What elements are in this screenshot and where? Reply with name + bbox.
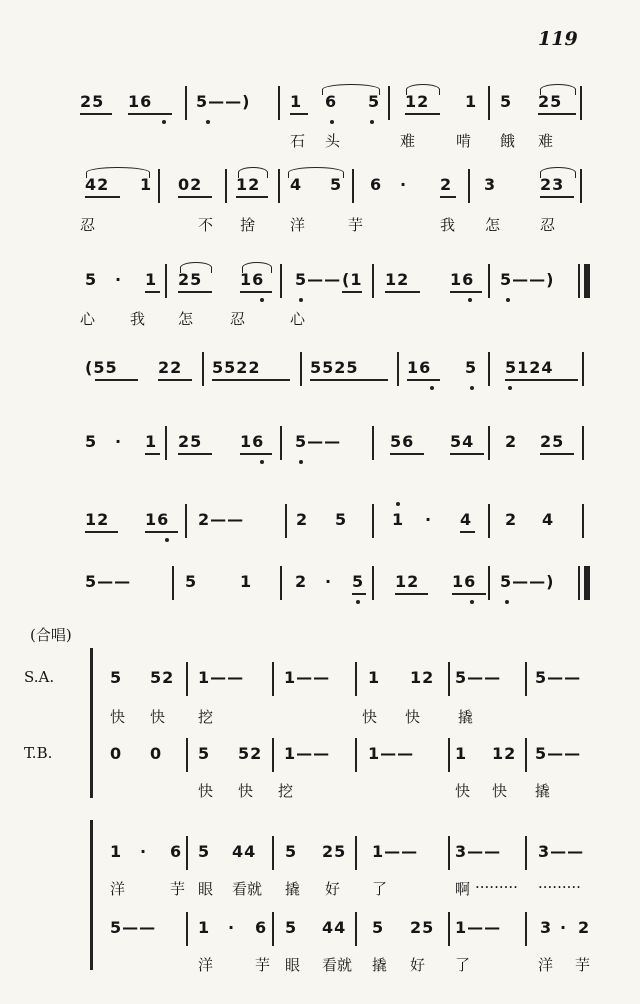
lyric: 撬	[458, 708, 474, 726]
note: 2	[505, 432, 518, 451]
beam-underline	[145, 291, 160, 293]
score-line	[0, 92, 640, 122]
note: 5	[368, 92, 381, 111]
score-line	[0, 510, 640, 540]
octave-dot	[162, 120, 166, 124]
barline	[202, 352, 204, 386]
beam-underline	[310, 379, 388, 381]
note: 1	[290, 92, 303, 111]
note: 5——	[110, 918, 157, 937]
note: 1	[455, 744, 468, 763]
sa-lyrics	[0, 706, 640, 736]
lyric: 洋	[290, 216, 306, 234]
barline	[525, 738, 527, 772]
tb-lyrics	[0, 780, 640, 810]
barline	[388, 86, 390, 120]
note: 1	[240, 572, 253, 591]
lyric: 不	[198, 216, 214, 234]
beam-underline	[178, 196, 212, 198]
note: 16	[145, 510, 170, 529]
note: 22	[158, 358, 183, 377]
lyric: 忍	[80, 216, 96, 234]
note: 12	[85, 510, 110, 529]
note: 25	[410, 918, 435, 937]
note: 5——	[455, 668, 502, 687]
barline	[580, 86, 582, 120]
octave-dot	[260, 460, 264, 464]
barline	[578, 566, 580, 600]
lyric: 快	[405, 708, 421, 726]
note: 6	[170, 842, 183, 861]
note: 3	[540, 918, 553, 937]
final-barline	[584, 264, 590, 298]
note: 1——	[455, 918, 502, 937]
beam-underline	[178, 453, 212, 455]
barline	[355, 912, 357, 946]
lyric: 芋	[348, 216, 364, 234]
barline	[582, 504, 584, 538]
note: 2	[295, 572, 308, 591]
beam-underline	[538, 113, 576, 115]
lyric-line	[0, 214, 640, 244]
lyric: 啃	[456, 132, 472, 150]
note: 23	[540, 175, 565, 194]
score-line	[0, 432, 640, 462]
octave-dot	[468, 298, 472, 302]
note: 25	[178, 270, 203, 289]
final-barline	[584, 566, 590, 600]
beam-underline	[145, 531, 178, 533]
barline	[272, 662, 274, 696]
slur-arc	[540, 84, 576, 95]
note: (55	[85, 358, 118, 377]
note: 2	[296, 510, 309, 529]
slur-arc	[238, 167, 268, 178]
chorus-title: (合唱)	[30, 626, 72, 644]
note: 5——)	[196, 92, 251, 111]
note: 3——	[538, 842, 585, 861]
note: 5	[198, 842, 211, 861]
note: 44	[232, 842, 257, 861]
lyric: 眼	[285, 956, 301, 974]
note: ·	[325, 572, 333, 591]
barline	[355, 836, 357, 870]
note: 1——	[198, 668, 245, 687]
barline	[488, 352, 490, 386]
lyric: 好	[325, 880, 341, 898]
note: 5	[500, 92, 513, 111]
barline	[580, 169, 582, 203]
octave-dot	[206, 120, 210, 124]
lyric: 芋	[575, 956, 591, 974]
barline	[372, 264, 374, 298]
octave-dot	[299, 460, 303, 464]
barline	[488, 566, 490, 600]
octave-dot	[470, 600, 474, 604]
beam-underline	[540, 196, 574, 198]
note: 25	[80, 92, 105, 111]
note: 16	[450, 270, 475, 289]
note: 1	[145, 270, 158, 289]
score-line	[0, 270, 640, 300]
barline	[272, 738, 274, 772]
note: 5	[85, 432, 98, 451]
slur-arc	[180, 262, 212, 273]
beam-underline	[145, 453, 160, 455]
octave-dot	[505, 600, 509, 604]
note: 5	[285, 842, 298, 861]
lyric: 看就	[322, 956, 353, 974]
note: ·	[400, 175, 408, 194]
barline	[488, 264, 490, 298]
octave-dot	[260, 298, 264, 302]
octave-dot	[165, 538, 169, 542]
lyric: 快	[362, 708, 378, 726]
lyric: 心	[80, 310, 96, 328]
lyric: 了	[372, 880, 388, 898]
lyric: 洋	[538, 956, 554, 974]
note: 3	[484, 175, 497, 194]
note: 1——	[284, 668, 331, 687]
lyric: 石	[290, 132, 306, 150]
beam-underline	[158, 379, 192, 381]
beam-underline	[240, 291, 272, 293]
barline	[185, 86, 187, 120]
note: 16	[128, 92, 153, 111]
note: 02	[178, 175, 203, 194]
note: 1	[465, 92, 478, 111]
note: 52	[150, 668, 175, 687]
barline	[448, 662, 450, 696]
note: ·	[140, 842, 148, 861]
tb-lyrics-2	[0, 954, 640, 984]
note: 2	[578, 918, 591, 937]
score-line	[0, 572, 640, 602]
note: 12	[385, 270, 410, 289]
lyric: 快	[455, 782, 471, 800]
lyric: 芋	[255, 956, 271, 974]
barline	[272, 836, 274, 870]
note: 6	[325, 92, 338, 111]
octave-dot	[506, 298, 510, 302]
note: 4	[290, 175, 303, 194]
barline	[165, 426, 167, 460]
barline	[525, 662, 527, 696]
note: 16	[240, 270, 265, 289]
note: 0	[150, 744, 163, 763]
note: 44	[322, 918, 347, 937]
barline	[185, 504, 187, 538]
slur-arc	[86, 167, 150, 178]
part-label-sa: S.A.	[24, 668, 55, 686]
barline	[352, 169, 354, 203]
note: 25	[322, 842, 347, 861]
barline	[525, 836, 527, 870]
slur-arc	[322, 84, 380, 95]
barline	[158, 169, 160, 203]
note: ·	[115, 270, 123, 289]
page-number: 119	[538, 28, 578, 50]
beam-underline	[390, 453, 424, 455]
barline	[280, 566, 282, 600]
note: 2——	[198, 510, 245, 529]
octave-dot	[396, 502, 400, 506]
barline	[488, 86, 490, 120]
note: 5——	[535, 668, 582, 687]
lyric: 了	[455, 956, 471, 974]
barline	[355, 662, 357, 696]
octave-dot	[508, 386, 512, 390]
octave-dot	[330, 120, 334, 124]
sa-lyrics-2	[0, 878, 640, 908]
note: 16	[452, 572, 477, 591]
lyric: 忍	[540, 216, 556, 234]
note: 12	[492, 744, 517, 763]
note: 1	[368, 668, 381, 687]
lyric: 快	[198, 782, 214, 800]
barline	[488, 504, 490, 538]
note: 1	[145, 432, 158, 451]
tb-staff	[0, 744, 640, 774]
note: 5——	[535, 744, 582, 763]
barline	[372, 426, 374, 460]
barline	[582, 352, 584, 386]
lyric: 怎	[178, 310, 194, 328]
beam-underline	[405, 113, 440, 115]
barline	[300, 352, 302, 386]
note: 16	[407, 358, 432, 377]
note: 3——	[455, 842, 502, 861]
beam-underline	[128, 113, 172, 115]
lyric: 看就	[232, 880, 263, 898]
lyric: 挖	[278, 782, 294, 800]
slur-arc	[406, 84, 440, 95]
note: ·	[560, 918, 568, 937]
lyric: 撬	[535, 782, 551, 800]
tb-staff-2	[0, 918, 640, 948]
barline	[172, 566, 174, 600]
note: 1——	[368, 744, 415, 763]
note: 6	[370, 175, 383, 194]
barline	[186, 738, 188, 772]
barline	[278, 86, 280, 120]
note: 5	[352, 572, 365, 591]
barline	[165, 264, 167, 298]
beam-underline	[212, 379, 290, 381]
note: 5525	[310, 358, 359, 377]
note: 25	[538, 92, 563, 111]
lyric-line	[0, 308, 640, 338]
slur-arc	[540, 167, 576, 178]
barline	[186, 662, 188, 696]
beam-underline	[85, 531, 118, 533]
lyric: 我	[440, 216, 456, 234]
barline	[280, 426, 282, 460]
lyric: 怎	[485, 216, 501, 234]
sa-staff	[0, 668, 640, 698]
barline	[278, 169, 280, 203]
note: 5——)	[500, 270, 555, 289]
barline	[186, 912, 188, 946]
note: 5	[110, 668, 123, 687]
lyric: 难	[400, 132, 416, 150]
barline	[186, 836, 188, 870]
beam-underline	[85, 196, 120, 198]
barline	[448, 836, 450, 870]
lyric: 心	[290, 310, 306, 328]
note: 5124	[505, 358, 554, 377]
note: 1	[140, 175, 153, 194]
beam-underline	[450, 453, 484, 455]
slur-arc	[242, 262, 272, 273]
beam-underline	[95, 379, 138, 381]
lyric: 餓	[500, 132, 516, 150]
sa-staff-2	[0, 842, 640, 872]
note: 12	[405, 92, 430, 111]
lyric: 挖	[198, 708, 214, 726]
beam-underline	[240, 453, 272, 455]
slur-arc	[288, 167, 344, 178]
note: 1	[198, 918, 211, 937]
note: 25	[178, 432, 203, 451]
note: 5	[185, 572, 198, 591]
note: ·	[115, 432, 123, 451]
note: 52	[238, 744, 263, 763]
score-line	[0, 175, 640, 205]
note: 12	[395, 572, 420, 591]
barline	[355, 738, 357, 772]
barline	[225, 169, 227, 203]
barline	[272, 912, 274, 946]
barline	[578, 264, 580, 298]
beam-underline	[452, 593, 486, 595]
note: 2	[440, 175, 453, 194]
beam-underline	[290, 113, 308, 115]
beam-underline	[385, 291, 420, 293]
note: ·	[425, 510, 433, 529]
note: 1	[110, 842, 123, 861]
beam-underline	[236, 196, 268, 198]
note: 6	[255, 918, 268, 937]
barline	[468, 169, 470, 203]
note: 56	[390, 432, 415, 451]
note: 5	[335, 510, 348, 529]
lyric: ·········	[475, 878, 518, 896]
note: 5	[285, 918, 298, 937]
note: 4	[460, 510, 473, 529]
barline	[488, 426, 490, 460]
lyric: 眼	[198, 880, 214, 898]
lyric: 难	[538, 132, 554, 150]
note: (1	[342, 270, 363, 289]
lyric: 忍	[230, 310, 246, 328]
lyric: 头	[325, 132, 341, 150]
beam-underline	[540, 453, 574, 455]
note: 1——	[284, 744, 331, 763]
lyric: 快	[238, 782, 254, 800]
note: 25	[540, 432, 565, 451]
barline	[280, 264, 282, 298]
barline	[525, 912, 527, 946]
beam-underline	[440, 196, 456, 198]
octave-dot	[370, 120, 374, 124]
note: 12	[236, 175, 261, 194]
beam-underline	[178, 291, 212, 293]
beam-underline	[395, 593, 428, 595]
note: 5——	[295, 270, 342, 289]
octave-dot	[356, 600, 360, 604]
beam-underline	[407, 379, 440, 381]
octave-dot	[299, 298, 303, 302]
note: 42	[85, 175, 110, 194]
beam-underline	[342, 291, 362, 293]
note: 54	[450, 432, 475, 451]
note: 5——)	[500, 572, 555, 591]
lyric: 快	[492, 782, 508, 800]
barline	[285, 504, 287, 538]
note: ·	[228, 918, 236, 937]
lyric: 捨	[240, 216, 256, 234]
lyric: 洋	[110, 880, 126, 898]
barline	[372, 566, 374, 600]
beam-underline	[80, 113, 112, 115]
note: 1	[392, 510, 405, 529]
note: 5	[372, 918, 385, 937]
lyric: 撬	[285, 880, 301, 898]
note: 5	[465, 358, 478, 377]
lyric: 快	[110, 708, 126, 726]
lyric: 洋	[198, 956, 214, 974]
beam-underline	[505, 379, 578, 381]
barline	[397, 352, 399, 386]
octave-dot	[470, 386, 474, 390]
beam-underline	[460, 531, 475, 533]
lyric: 芋	[170, 880, 186, 898]
note: 5——	[85, 572, 132, 591]
note: 5522	[212, 358, 261, 377]
barline	[372, 504, 374, 538]
barline	[582, 426, 584, 460]
note: 1——	[372, 842, 419, 861]
octave-dot	[430, 386, 434, 390]
note: 5	[85, 270, 98, 289]
note: 5	[198, 744, 211, 763]
note: 2	[505, 510, 518, 529]
note: 5	[330, 175, 343, 194]
note: 16	[240, 432, 265, 451]
score-line	[0, 358, 640, 388]
barline	[448, 912, 450, 946]
lyric: 撬	[372, 956, 388, 974]
beam-underline	[450, 291, 482, 293]
note: 12	[410, 668, 435, 687]
lyric: 好	[410, 956, 426, 974]
beam-underline	[352, 593, 366, 595]
lyric: 快	[150, 708, 166, 726]
part-label-tb: T.B.	[24, 744, 53, 762]
note: 4	[542, 510, 555, 529]
lyric-line	[0, 130, 640, 160]
barline	[448, 738, 450, 772]
note: 5——	[295, 432, 342, 451]
lyric: 我	[130, 310, 146, 328]
note: 0	[110, 744, 123, 763]
lyric: 啊	[455, 880, 471, 898]
lyric: ·········	[538, 878, 581, 896]
